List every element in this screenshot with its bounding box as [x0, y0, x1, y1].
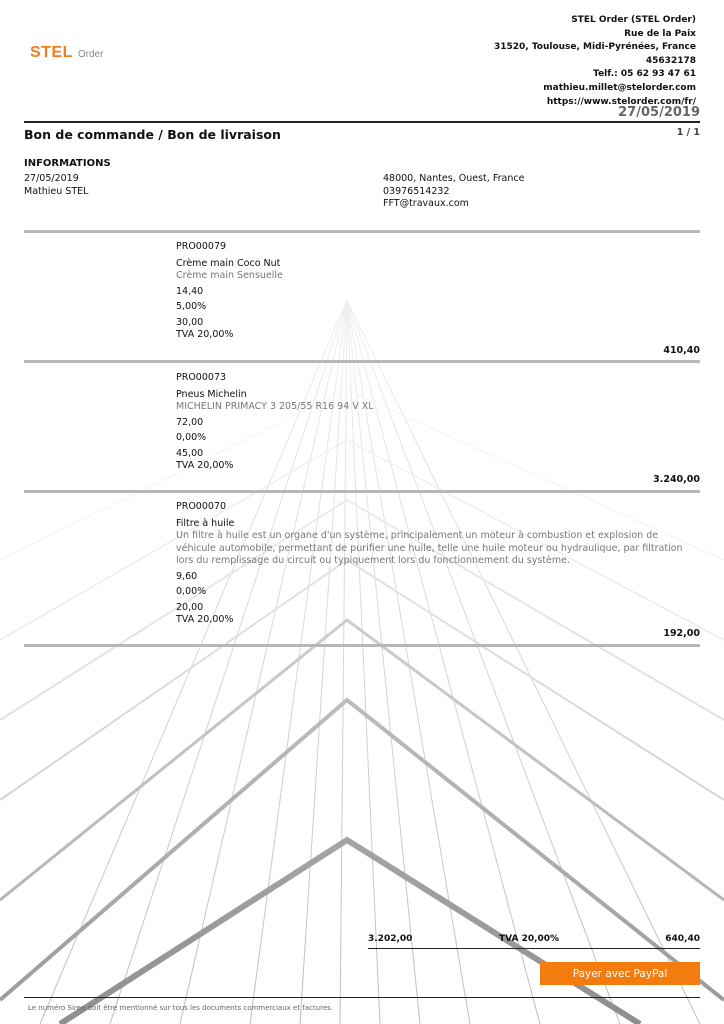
- page-title: Bon de commande / Bon de livraison: [24, 127, 281, 142]
- line-item: [176, 501, 696, 627]
- item-separator: [24, 490, 700, 493]
- company-details: [494, 14, 696, 109]
- client-email[interactable]: FFT@travaux.com: [383, 198, 469, 209]
- item-discount: 5,00%: [176, 301, 207, 312]
- totals-tax-amount: 640,40: [665, 934, 700, 944]
- company-website[interactable]: https://www.stelorder.com/fr/: [546, 96, 696, 107]
- company-logo: [30, 44, 103, 62]
- line-item: [176, 241, 696, 342]
- item-name: Filtre à huile: [176, 517, 235, 529]
- item-quantity: 45,00: [176, 447, 204, 459]
- item-separator: [24, 644, 700, 647]
- company-street: Rue de la Paix: [624, 28, 696, 39]
- item-price: 72,00: [176, 416, 204, 428]
- client-address: 48000, Nantes, Ouest, France: [383, 173, 525, 184]
- item-price: 14,40: [176, 285, 204, 297]
- info-date: 27/05/2019: [24, 173, 79, 184]
- page-number: 1 / 1: [676, 127, 700, 138]
- item-description: Un filtre à huile est un organe d'un système, principalement un moteur à combustion et explosion de véhicule automobile, permettant de purifier une huile, telle une huile moteur ou hydraulique, par filtration lors du remplissage du circuit ou typiquement lors du fonctionnement du système.: [176, 530, 683, 566]
- company-id: 45632178: [645, 55, 696, 66]
- item-description: Crème main Sensuelle: [176, 270, 283, 281]
- item-total: 192,00: [663, 628, 700, 639]
- client-phone: 03976514232: [383, 185, 450, 197]
- info-contact: Mathieu STEL: [24, 185, 89, 197]
- item-description: MICHELIN PRIMACY 3 205/55 R16 94 V XL: [176, 401, 374, 412]
- item-quantity: 20,00: [176, 601, 204, 613]
- logo-brand-secondary: Order: [77, 49, 104, 60]
- informations-left: [24, 173, 88, 198]
- item-code: PRO00073: [176, 372, 227, 383]
- totals-tax-label: TVA 20,00%: [499, 934, 560, 944]
- totals-base: 3.202,00: [368, 934, 413, 944]
- company-phone: Telf.: 05 62 93 47 61: [593, 69, 696, 80]
- item-total: 410,40: [663, 345, 700, 356]
- item-price: 9,60: [176, 570, 198, 582]
- logo-brand-primary: STEL: [30, 44, 73, 61]
- company-name: STEL Order (STEL Order): [571, 15, 696, 25]
- item-separator: [24, 230, 700, 233]
- line-item: [176, 372, 696, 473]
- item-separator: [24, 360, 700, 363]
- item-total: 3.240,00: [653, 474, 700, 485]
- paypal-pay-button[interactable]: Payer avec PayPal: [540, 962, 700, 985]
- informations-heading: INFORMATIONS: [24, 158, 111, 169]
- informations-right: [383, 173, 524, 211]
- item-name: Crème main Coco Nut: [176, 257, 281, 269]
- title-divider: [24, 121, 700, 123]
- item-code: PRO00070: [176, 501, 227, 512]
- company-email[interactable]: mathieu.millet@stelorder.com: [543, 82, 696, 93]
- document-date: 27/05/2019: [618, 105, 700, 120]
- footer-divider: [24, 997, 700, 998]
- item-discount: 0,00%: [176, 586, 207, 597]
- item-tax: TVA 20,00%: [176, 329, 234, 340]
- item-tax: TVA 20,00%: [176, 460, 234, 471]
- item-tax: TVA 20,00%: [176, 614, 234, 625]
- item-discount: 0,00%: [176, 432, 207, 443]
- item-quantity: 30,00: [176, 316, 204, 328]
- item-name: Pneus Michelin: [176, 388, 247, 400]
- item-code: PRO00079: [176, 241, 227, 252]
- totals-divider: [368, 948, 700, 949]
- footer-note: Le numéro Siren doit être mentionné sur tous les documents commerciaux et factures.: [28, 1004, 333, 1012]
- company-city: 31520, Toulouse, Midi-Pyrénées, France: [493, 42, 696, 53]
